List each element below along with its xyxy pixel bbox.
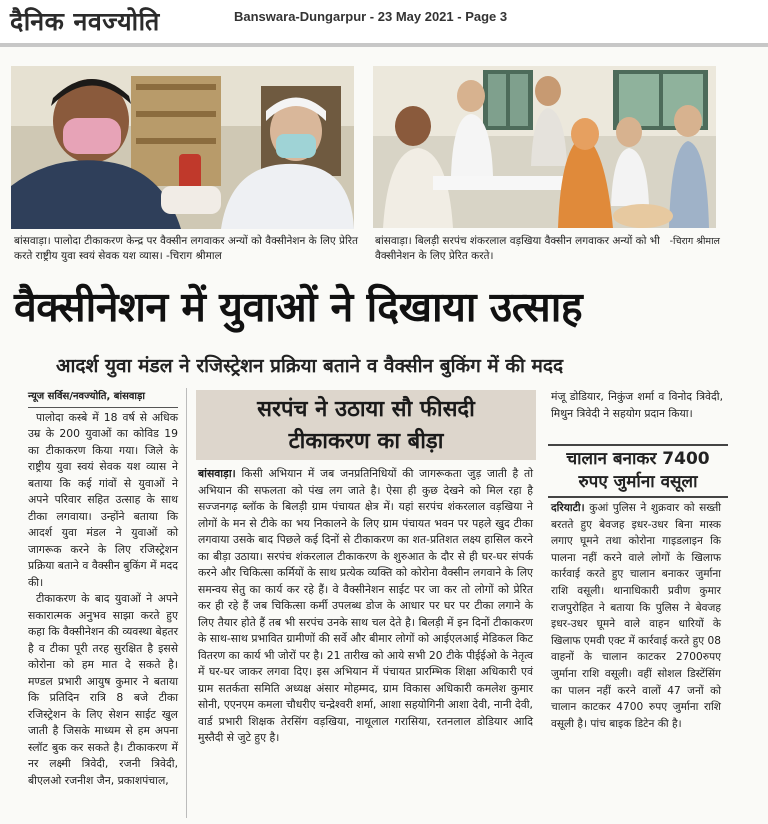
boxed-headline-line-2: टीकाकरण का बीड़ा [288,429,444,454]
column-divider [186,388,187,818]
boxed-story-headline [196,390,536,460]
photo-sarpanch-vaccination [373,66,716,228]
masthead-rule [0,43,768,47]
photo-credit: -चिराग श्रीमाल [669,236,720,247]
photo-youth-vaccination [11,66,354,229]
boxed-headline-line-1: सरपंच ने उठाया सौ फीसदी [257,397,475,422]
side-headline-line-1: चालान बनाकर 7400 [566,449,710,469]
right-column-continuation: मंजू डोडियार, निकुंज शर्मा व विनोद त्रिवेदी, मिथुन त्रिवेदी ने सहयोग प्रदान किया। [551,390,723,420]
masthead [0,0,768,44]
caption-right-photo [375,234,720,264]
left-article-column [28,389,178,789]
left-paragraph-1: पालोदा कस्बे में 18 वर्ष से अधिक उम्र के 200 युवाओं का कोविड 19 का टीकाकरण किया गया। जिले के राष्ट्रीय युवा स्वयं सेवक यश व्यास ने बताया कि कई गांवों से युवाओं ने अपने परिवार सहित उत्साह के साथ टीका लगवाया। उन्होंने बताया कि आदर्श युवा मंडल ने युवाओं को जागरूक करने के लिए रजिस्ट्रेशन प्रक्रिया बताने व वैक्सीन बुकिंग में मदद की। [28,410,178,589]
mid-body: किसी अभियान में जब जनप्रतिनिधियों की जागरूकता जुड़ जाती है तो अभियान की सफलता को पंख लग जाते है। ऐसा ही कुछ देखने को मिल रहा है सज्जनगढ़ ब्लॉक के बिलड़ी ग्राम पंचायत क्षेत्र में। यहां सरपंच शंकरलाल वड़खिया ने लोगों के मन से टीके का भय निकालने के लिए ग्राम पंचायत भवन पर पहले खुद टीका लगवाया उसके बाद पिछले कई दिनों से टीकाकरण का शत-प्रतिशत लक्ष्य हासिल करने का बीड़ा उठाया। सरपंच शंकरलाल टीकाकरण के शुरुआत के दौर से ही घर-घर संपर्क करने और चिकित्सा कर्मियों के साथ प्रत्येक व्यक्ति को कोरोना वैक्सीन लगवाने के लिए समन्वय सेतु का कार्य कर रहे हैं। वे वैक्सीनेशन साईट पर जा कर तो लोगों को प्रेरित कर ही रहे हैं जब चिकित्सा कर्मी उपलब्ध डोज के आधार पर घर पर टीका लगाने के लिए तैयार होते हैं तब भी सरपंच उनके साथ चल देते है। बिलड़ी में इन दिनों टीकाकरण के साथ-साथ प्रभावित ग्रामीणों की सर्वे और बीमार लोगों को आईएलआई मेडिकल किट वितरण का कार्य भी जोरों पर है। 21 तारीख को आये सभी 20 टीके पीईईओ के नेतृत्व में घर-घर जाकर लगवा दिए। इस अभियान में पंचायत प्रारम्भिक शिक्षा अधिकारी एवं ग्राम सतर्कता समिति अध्यक्ष अंसार मोहम्मद, ग्राम विकास अधिकारी कमलेश कुमार सोनी, एएनएम कमला चौधरीए चन्द्रेश्वरी शर्मा, आशा सहयोगिनी आशा देवी, नानी देवी, वार्ड प्रभारी शिक्षक तेरसिंग वड़खिया, नाथूलाल गरासिया, रतनलाल डोडियार आदि मुस्तैदी से जुटे हुए है। [198,467,533,744]
side-story-body [551,500,721,732]
dateline: न्यूज सर्विस/नवज्योति, बांसवाड़ा [28,389,178,408]
main-headline: वैक्सीनेशन में युवाओं ने दिखाया उत्साह [14,283,583,331]
caption-left-photo: बांसवाड़ा। पालोदा टीकाकरण केन्द्र पर वैक्सीन लगवाकर अन्यों को वैक्सीनेशन के लिए प्रेरित करते राष्ट्रीय युवा स्वयं सेवक यश व्यास। -चिराग श्रीमाल [14,235,359,262]
mid-lead: बांसवाड़ा। [198,467,236,480]
edition-info: Banswara-Dungarpur - 23 May 2021 - Page 3 [234,9,508,24]
side-body: कुआं पुलिस ने शुक्रवार को सख्ती बरतते हुए बेवजह इधर-उधर बिना मास्क लगाए घूमने तथा कोरोना गाइडलाइन कि पालना नहीं करने वाले लोगों के खिलाफ कार्रवाई करते हुए चालान बनाकर जुर्माना राशि वसूली। थानाधिकारी प्रवीण कुमार राजपुरोहित ने बताया कि पुलिस ने बेवजह इधर-उधर घूमने वाले वाहन धारियों के खिलाफ एमवी एक्ट में कार्रवाई करते हुए 08 वाहनों के चालान काटकर 2700रुपए जुर्माना राशि वसूली। वहीं सोशल डिस्टेंसिंग का पालन नहीं करने वालों 47 जनों को चालान काटकर 4700 रुपए जुर्माना राशि वसूली है। पांच बाइक डिटेन की है। [551,502,721,730]
newspaper-logo: दैनिक नवज्योति [10,7,160,36]
side-headline-line-2: रुपए जुर्माना वसूला [578,472,698,492]
boxed-story-body [198,466,533,747]
left-paragraph-2: टीकाकरण के बाद युवाओं ने अपने सकारात्मक अनुभव साझा करते हुए कहा कि वैक्सीनेशन की व्यवस्था बेहतर है व टीका पूरी तरह सुरक्षित है इससे कोरोना को हम मात दे सकते है। मण्डल प्रभारी आयुष कुमार ने बताया कि प्रतिदिन रात्रि 8 बजे टीका रजिस्ट्रेशन के लिए सेशन साईट खुल जाती है जिसके माध्यम से हम अपना स्लॉट बुक कर सकते है। टीकाकरण में नर लक्ष्मी त्रिवेदी, रजनी त्रिवेदी, बीएलओ रजनीश जैन, प्रकाशपंचाल, [28,592,178,787]
side-lead: दरियाटी। [551,502,585,514]
side-story-headline [548,444,728,498]
caption-right-text: बांसवाड़ा। बिलड़ी सरपंच शंकरलाल वड़खिया वैक्सीन लगवाकर अन्यों को भी वैक्सीनेशन के लिए प्रेरित करते। [375,235,660,262]
sub-headline: आदर्श युवा मंडल ने रजिस्ट्रेशन प्रक्रिया बताने व वैक्सीन बुकिंग में की मदद [56,355,564,377]
